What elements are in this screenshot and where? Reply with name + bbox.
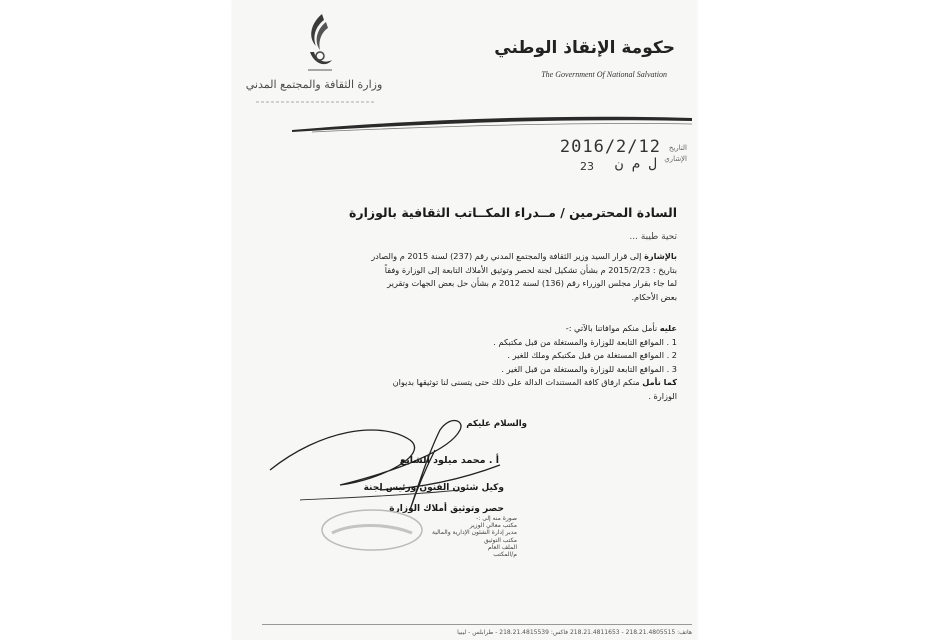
body-lead: بالإشارة (644, 251, 677, 261)
ministry-logo-icon (302, 12, 338, 74)
date-ref-labels (664, 143, 687, 165)
handwritten-date: 2016/2/12 (559, 137, 661, 157)
body-text-1: إلى قرار السيد وزير الثقافة والمجتمع المدني رقم (237) لسنة 2015 م والصادر (371, 251, 642, 261)
body-line-3: لما جاء بقرار مجلس الوزراء رقم (136) لسنة 2012 م بشأن حل بعض الجهات وتقرير (387, 278, 677, 288)
final-lead: كما نأمل (642, 377, 677, 387)
request-intro (252, 322, 677, 336)
body-line-2: بتاريخ : 2015/2/23 م بشأن تشكيل لجنة لحصر وتوثيق الأملاك التابعة إلى الوزارة وفقاً (384, 264, 677, 275)
request-list (252, 322, 677, 403)
greeting: تحية طيبة ... (629, 232, 677, 242)
final-text: منكم ارفاق كافة المستندات الدالة على ذلك حتى يتسنى لنا توثيقها بديوان (392, 377, 640, 387)
addressee: السادة المحترمين / مــدراء المكــاتب الثقافية بالوزارة (349, 205, 677, 220)
signatory-title-line-1: وكيل شئون الفنون ورئيس لجنة (363, 483, 504, 493)
date-label: التاريخ (668, 144, 687, 152)
footer-contact: هاتف: 218.21.4805515 - 218.21.4811653 فاكس: 218.21.4815539 - طرابلس - ليبيا (457, 629, 692, 636)
distribution-heading: صورة منه إلى :- (476, 515, 517, 522)
handwritten-ref-number: 23 (580, 160, 594, 173)
list-item: 1 . المواقع التابعة للوزارة والمستغلة من قبل مكتبكم . (493, 336, 677, 347)
signatory-name: أ . محمد ميلود الشايع (399, 455, 499, 466)
distribution-item: مدير إدارة الشئون الإدارية والمالية (432, 529, 517, 537)
handwritten-ref: ل م ن (614, 156, 657, 172)
body-line-4: بعض الأحكام. (631, 291, 677, 302)
distribution-item: م/المكتب (493, 551, 517, 559)
footer-divider (262, 624, 692, 625)
government-name-arabic: حكومة الإنقاذ الوطني (494, 38, 675, 58)
ministry-underline-icon (256, 100, 376, 104)
request-lead: عليه (659, 323, 677, 333)
final-request-2: الوزارة . (648, 390, 677, 401)
letter-body (252, 250, 677, 304)
distribution-item: مكتب معالي الوزير (469, 522, 517, 530)
closing: والسلام عليكم (466, 419, 527, 429)
header-divider-swoosh (292, 112, 692, 134)
body-line-1 (252, 250, 677, 264)
government-name-english: The Government Of National Salvation (541, 70, 667, 79)
final-request (252, 376, 677, 390)
list-item: 2 . المواقع المستغلة من قبل مكتبكم وملك للغير . (507, 350, 677, 360)
request-text: نأمل منكم موافاتنا بالآتي :- (565, 323, 658, 333)
ref-label: الإشاري (664, 155, 687, 163)
letter-page (232, 0, 697, 640)
list-item: 3 . المواقع التابعة للوزارة والمستغلة من قبل الغير . (501, 363, 677, 374)
ministry-name: وزارة الثقافة والمجتمع المدني (245, 78, 383, 91)
distribution-item: مكتب التوثيق (483, 536, 517, 544)
distribution-list (357, 515, 517, 558)
signatory-title-line-2: حصر وتوثيق أملاك الوزارة (389, 504, 504, 514)
distribution-item: الملف العام (487, 543, 517, 551)
